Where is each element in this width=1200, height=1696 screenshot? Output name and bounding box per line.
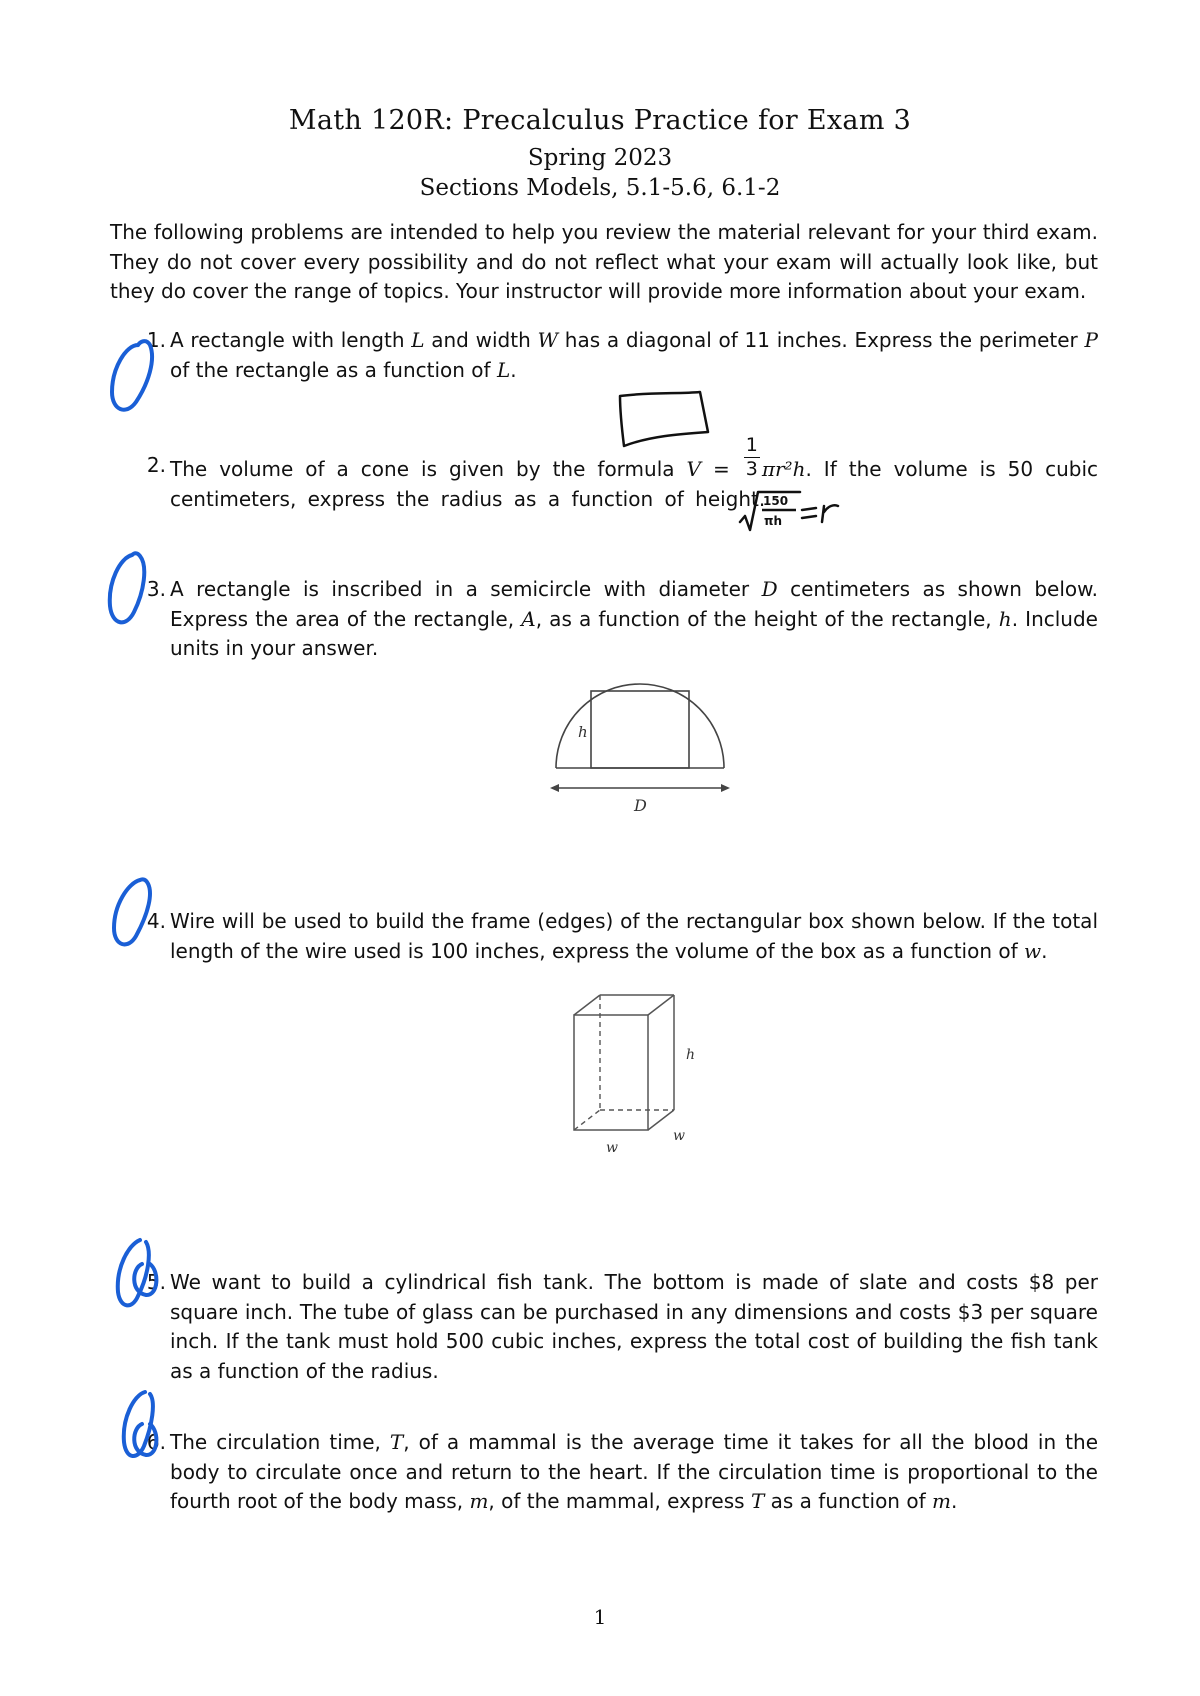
term-line: Spring 2023 [527, 145, 673, 171]
score-mark-1 [112, 341, 152, 410]
problem-text: The circulation time, T, of a mammal is the average time it takes for all the blood in the body to circulate once and return to the heart. If the circulation time is proportional to the fourth root of the body mass, m, of the mammal, express T as a function of m. [170, 1430, 1098, 1513]
score-mark-4 [114, 879, 150, 944]
document-title: Math 120R: Precalculus Practice for Exam 3 [288, 105, 912, 136]
diameter-label: D [634, 796, 647, 815]
problem-text: A rectangle is inscribed in a semicircle with diameter D centimeters as shown below. Express the area of the rectangle, A, as a function of the height of the rectangle, h. Include units in your answer. [170, 577, 1099, 660]
rectangle-sketch [620, 392, 708, 446]
problem-number: 6. [146, 1430, 166, 1454]
problem-number: 3. [146, 577, 166, 601]
formula-fraction: $\frac{1}{3}$ [745, 434, 758, 480]
problem-text: We want to build a cylindrical fish tank. The bottom is made of slate and costs $8 per square inch. The tube of glass can be purchased in any dimensions and costs $3 per square inch. If the tank must hold 500 cubic inches, express the total cost of building the fish tank as a function of the radius. [170, 1270, 1098, 1383]
letter-r [822, 505, 838, 522]
problem-number: 5. [146, 1270, 166, 1294]
problem-number: 1. [146, 328, 166, 352]
problem-text: Wire will be used to build the frame (edges) of the rectangular box shown below. If the total length of the wire used is 100 inches, express the volume of the box as a function of w. [170, 909, 1098, 963]
score-mark-3 [110, 553, 144, 622]
intro-paragraph: The following problems are intended to help you review the material relevant for your third exam. They do not cover every possibility and do not reflect what your exam will actually look like, but they do cover the range of topics. Your instructor will provide more information about your exam. [110, 220, 1098, 303]
note-denominator: πh [764, 514, 783, 528]
problem-number: 2. [146, 453, 166, 477]
page-number: 1 [593, 1605, 607, 1629]
problem-text: The volume of a cone is given by the formula V = $\frac{1}{3}$ πr²h. If the volume is 50 cubic centimeters, express the radius as a function of height. [170, 434, 1098, 511]
problem-number: 4. [146, 909, 166, 933]
sections-line: Sections Models, 5.1-5.6, 6.1-2 [419, 175, 781, 201]
height-label: h [578, 723, 588, 741]
q2-handwritten-note [740, 492, 838, 530]
box-depth-label: w [673, 1128, 685, 1144]
problem-text: A rectangle with length L and width W has a diagonal of 11 inches. Express the perimeter P of the rectangle as a function of L. [170, 328, 1098, 382]
box-width-label: w [606, 1140, 618, 1156]
note-numerator: 150 [763, 494, 789, 508]
equals-sign [802, 508, 816, 518]
box-height-label: h [686, 1047, 696, 1063]
